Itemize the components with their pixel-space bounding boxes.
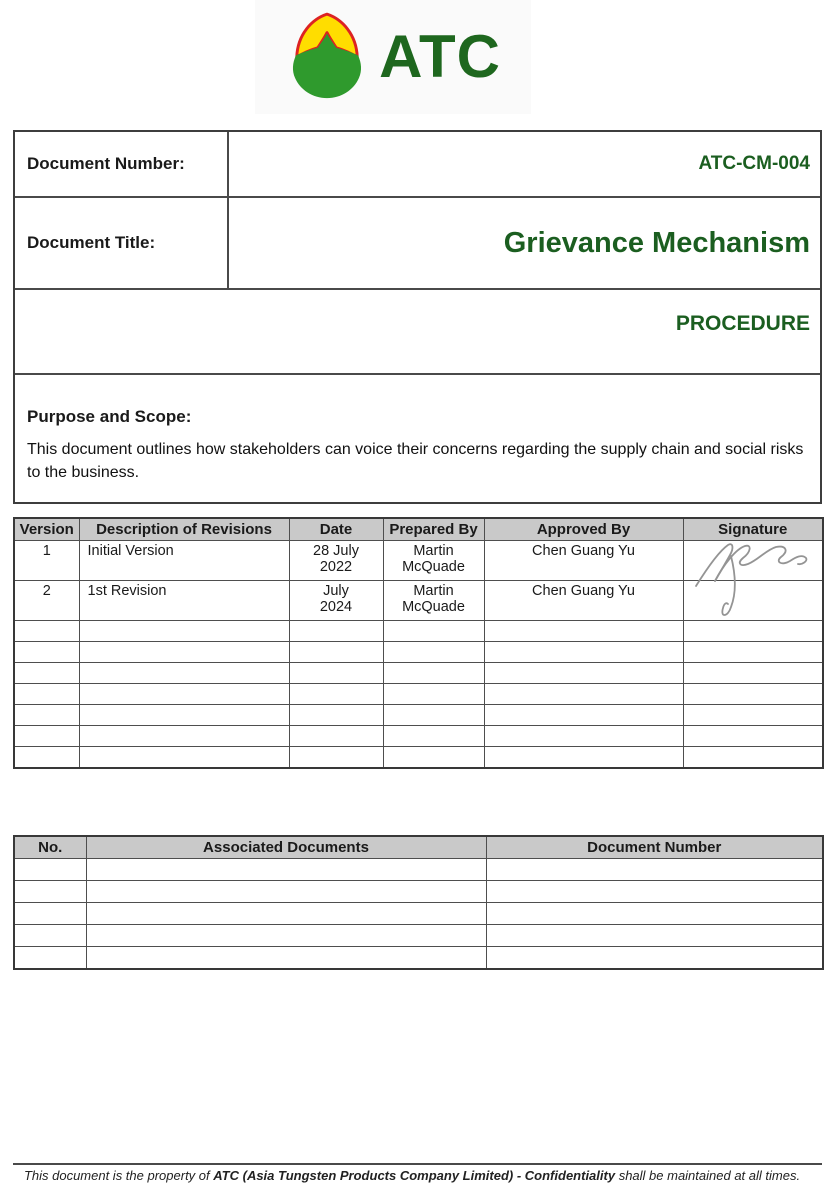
footer-divider: [13, 1163, 822, 1165]
empty-cell: [383, 705, 484, 726]
empty-cell: [14, 925, 86, 947]
header-date: Date: [289, 518, 383, 541]
revision-row: [14, 541, 823, 581]
empty-cell: [14, 747, 79, 768]
empty-cell: [289, 705, 383, 726]
empty-row: [14, 747, 823, 768]
empty-cell: [79, 621, 289, 642]
footer-prefix: This document is the property of: [23, 1168, 214, 1183]
empty-cell: [79, 705, 289, 726]
empty-cell: [484, 663, 683, 684]
prepared-by-cell: Martin McQuade: [383, 581, 484, 621]
empty-cell: [683, 642, 823, 663]
signature-cell: [683, 581, 823, 621]
empty-row: [14, 859, 823, 881]
empty-cell: [484, 642, 683, 663]
empty-cell: [14, 903, 86, 925]
signature-cell: [683, 541, 823, 581]
empty-cell: [683, 726, 823, 747]
empty-row: [14, 621, 823, 642]
empty-row: [14, 705, 823, 726]
empty-row: [14, 947, 823, 969]
prepared-by-cell: Martin McQuade: [383, 541, 484, 581]
empty-cell: [683, 684, 823, 705]
document-title-label: Document Title:: [15, 198, 229, 288]
atc-lotus-logo-icon: [285, 9, 369, 105]
empty-cell: [383, 663, 484, 684]
header-document-number: Document Number: [486, 836, 823, 859]
purpose-heading: Purpose and Scope:: [27, 407, 192, 426]
empty-cell: [79, 726, 289, 747]
document-title-value: Grievance Mechanism: [503, 226, 810, 259]
approved-by-cell: Chen Guang Yu: [484, 541, 683, 581]
empty-cell: [383, 747, 484, 768]
header-prepared-by: Prepared By: [383, 518, 484, 541]
empty-cell: [289, 642, 383, 663]
revision-row: [14, 581, 823, 621]
empty-cell: [383, 684, 484, 705]
empty-cell: [14, 726, 79, 747]
document-title-row: [15, 198, 820, 290]
date-cell: [289, 581, 383, 621]
empty-cell: [14, 947, 86, 969]
header-description: Description of Revisions: [79, 518, 289, 541]
date-line-1: 28 July: [313, 543, 359, 559]
empty-cell: [486, 903, 823, 925]
document-info-table: [13, 130, 822, 504]
empty-cell: [683, 705, 823, 726]
empty-cell: [14, 705, 79, 726]
empty-row: [14, 726, 823, 747]
revision-history-table: [13, 517, 824, 769]
empty-cell: [86, 925, 486, 947]
associated-header-row: [14, 836, 823, 859]
empty-cell: [14, 859, 86, 881]
empty-cell: [683, 621, 823, 642]
footer-confidentiality-notice: [0, 1168, 824, 1183]
empty-cell: [86, 903, 486, 925]
date-line-2: 2024: [319, 599, 353, 615]
empty-cell: [289, 747, 383, 768]
date-line-2: 2022: [319, 559, 353, 575]
empty-cell: [289, 663, 383, 684]
empty-row: [14, 663, 823, 684]
empty-cell: [484, 621, 683, 642]
empty-cell: [484, 684, 683, 705]
date-line-1: July: [323, 583, 349, 599]
empty-cell: [486, 859, 823, 881]
approved-by-cell: Chen Guang Yu: [484, 581, 683, 621]
empty-cell: [86, 947, 486, 969]
empty-cell: [79, 747, 289, 768]
empty-row: [14, 684, 823, 705]
empty-cell: [383, 642, 484, 663]
revision-header-row: [14, 518, 823, 541]
company-logo: [255, 0, 531, 114]
footer-suffix: shall be maintained at all times.: [615, 1168, 801, 1183]
empty-cell: [289, 621, 383, 642]
empty-row: [14, 903, 823, 925]
empty-row: [14, 642, 823, 663]
purpose-section: [15, 375, 820, 502]
document-type-value: PROCEDURE: [675, 312, 810, 335]
empty-cell: [86, 881, 486, 903]
header-version: Version: [14, 518, 79, 541]
description-cell: Initial Version: [79, 541, 289, 581]
logo-brand-text: ATC: [379, 23, 501, 90]
header-associated-documents: Associated Documents: [86, 836, 486, 859]
empty-cell: [383, 621, 484, 642]
empty-row: [14, 881, 823, 903]
empty-cell: [683, 747, 823, 768]
associated-documents-table: [13, 835, 824, 970]
empty-cell: [383, 726, 484, 747]
empty-row: [14, 925, 823, 947]
empty-cell: [14, 684, 79, 705]
empty-cell: [683, 663, 823, 684]
empty-cell: [289, 684, 383, 705]
empty-cell: [486, 881, 823, 903]
version-cell: 2: [14, 581, 79, 621]
empty-cell: [79, 684, 289, 705]
purpose-body: This document outlines how stakeholders can voice their concerns regarding the supply chain and social risks to the business.: [27, 441, 804, 481]
empty-cell: [14, 663, 79, 684]
empty-cell: [484, 747, 683, 768]
empty-cell: [14, 881, 86, 903]
empty-cell: [14, 621, 79, 642]
version-cell: 1: [14, 541, 79, 581]
document-number-value: ATC-CM-004: [698, 153, 810, 174]
empty-cell: [484, 705, 683, 726]
footer-bold-segment: ATC (Asia Tungsten Products Company Limited) - Confidentiality: [213, 1168, 616, 1183]
header-signature: Signature: [683, 518, 823, 541]
document-type-row: [15, 290, 820, 375]
empty-cell: [14, 642, 79, 663]
empty-cell: [484, 726, 683, 747]
empty-cell: [486, 947, 823, 969]
empty-cell: [79, 642, 289, 663]
empty-cell: [79, 663, 289, 684]
header-approved-by: Approved By: [484, 518, 683, 541]
document-number-row: [15, 132, 820, 198]
description-cell: 1st Revision: [79, 581, 289, 621]
empty-cell: [86, 859, 486, 881]
header-no: No.: [14, 836, 86, 859]
empty-cell: [289, 726, 383, 747]
empty-cell: [486, 925, 823, 947]
date-cell: [289, 541, 383, 581]
document-number-label: Document Number:: [15, 132, 229, 196]
